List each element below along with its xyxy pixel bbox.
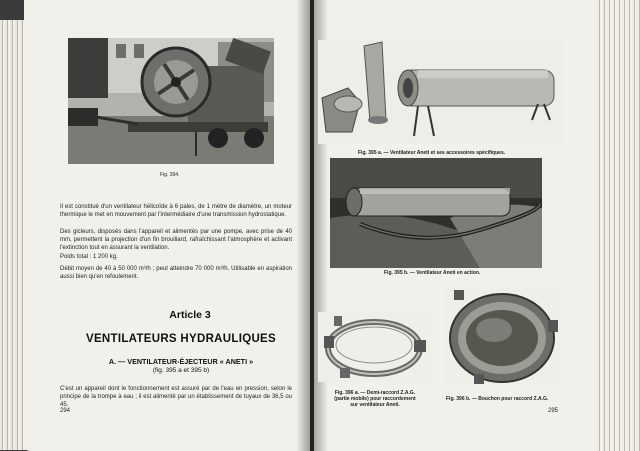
paragraph-aneti-principle: C'est un appareil dont le fonctionnement est assuré par de l'eau en pression, selon le principe de la trompe à eau ; il est alimenté par un établissement de tuyaux de 36,5 ou 45.: [60, 386, 292, 408]
fig-396a-line-1: — Demi-raccord Z.A.G.: [360, 390, 416, 396]
paragraph-flow-rate: Débit moyen de 40 à 50 000 m³/h ; peut atteindre 70 000 m³/h. Utilisable en aspiration aussi bien qu'en refoulement.: [60, 266, 292, 280]
left-page-number: 294: [60, 408, 71, 414]
fig-395a-caption: [358, 150, 505, 156]
fig-396a-caption: [326, 390, 424, 408]
fig-396a-line-3: sur ventilateur Aneti.: [350, 402, 400, 408]
fig-395a-text: — Ventilateur Aneti et ses accessoires spécifiques.: [383, 150, 506, 156]
fig-394-caption: Fig. 394.: [160, 172, 180, 178]
fig-396a-line-2: (partie mobile) pour raccordement: [334, 396, 416, 402]
subsection-heading: A. — VENTILATEUR-ÉJECTEUR « ANETI »: [108, 357, 254, 366]
right-page-number: 295: [548, 408, 559, 414]
fig-396b-caption: [446, 396, 548, 402]
photo-fig-396a-coupling-half: [318, 312, 430, 382]
photo-fig-395b-aneti-in-action: [330, 158, 542, 268]
fig-396b-label: Fig. 396 b.: [446, 396, 471, 402]
section-heading: VENTILATEURS HYDRAULIQUES: [85, 333, 277, 345]
fig-396a-label: Fig. 396 a.: [334, 390, 360, 396]
paragraph-nozzles: Des gicleurs, disposés dans l'appareil et alimentés par une pompe, avec prise de 40 mm, permettent la projection d'un fin brouillard, rafraîchissant l'atmosphère et activant l'extinction tout en assurant la ventilation.: [60, 229, 292, 251]
fig-395b-caption: [384, 270, 480, 276]
subsection-figure-reference: (fig. 395 a et 395 b): [152, 367, 210, 374]
fig-396b-text: — Bouchon pour raccord Z.A.G.: [471, 396, 549, 402]
photo-fig-396b-zag-cap: [444, 286, 562, 386]
photo-fig-395a-aneti-accessories: [318, 40, 562, 144]
fig-395b-label: Fig. 395 b.: [384, 270, 409, 276]
fig-395b-text: — Ventilateur Aneti en action.: [409, 270, 481, 276]
photo-fig-394-fan-trailer: [68, 38, 274, 164]
paragraph-description: Il est constitué d'un ventilateur hélicoïde à 6 pales, de 1 mètre de diamètre, un moteur thermique le met en mouvement par l'intermédiaire d'une transmission hydrostatique.: [60, 204, 292, 218]
paragraph-weight: Poids total : 1 200 kg.: [60, 254, 118, 260]
article-heading: Article 3: [169, 309, 211, 321]
fig-395a-label: Fig. 395 a.: [358, 150, 383, 156]
